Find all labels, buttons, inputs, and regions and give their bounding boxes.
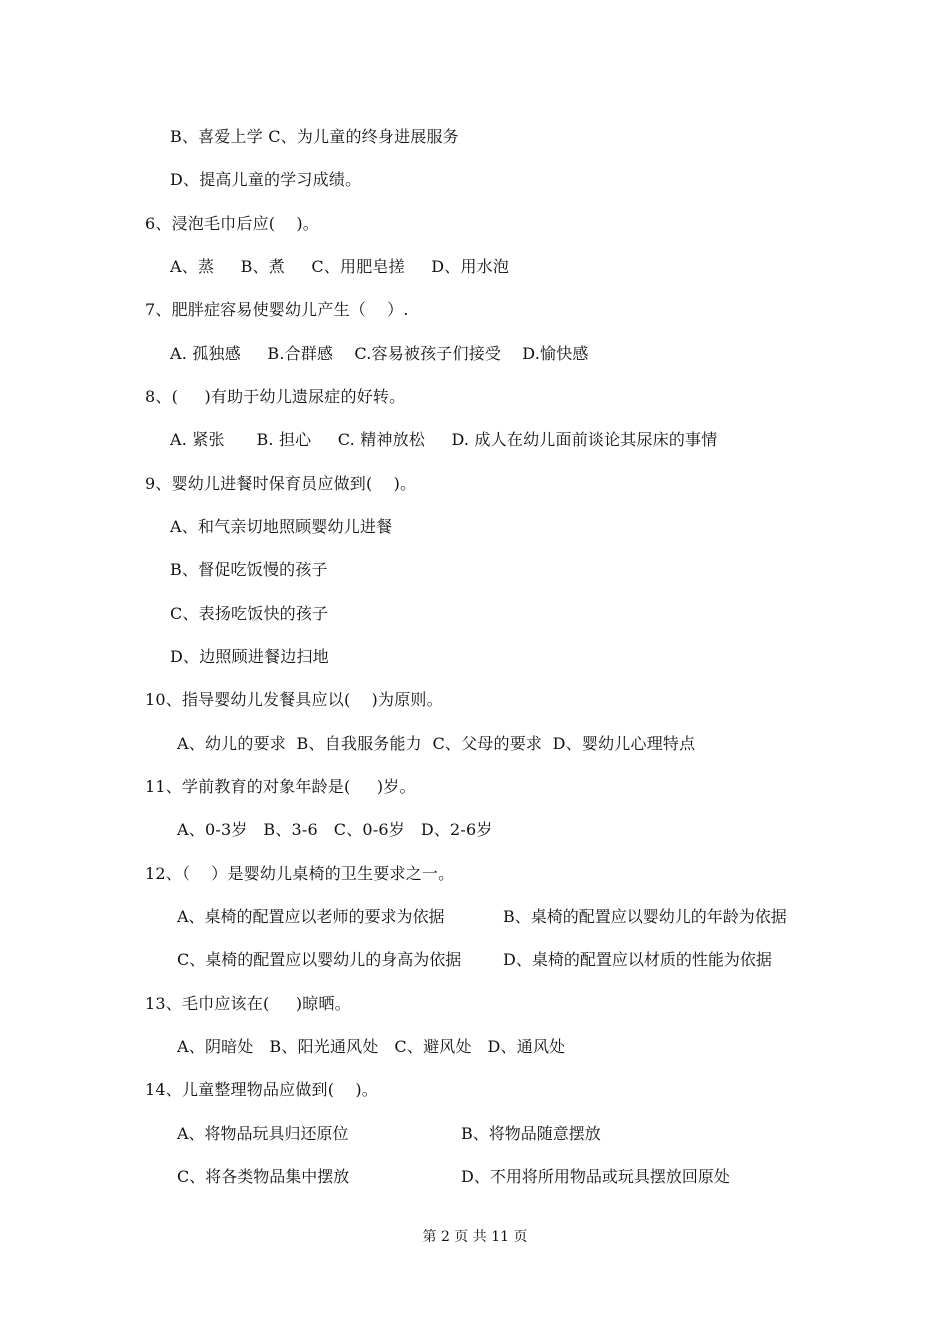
question-12-option-d: D、桌椅的配置应以材质的性能为依据 xyxy=(503,950,772,969)
question-9: 9、婴幼儿进餐时保育员应做到( )。 xyxy=(145,474,417,493)
question-11: 11、学前教育的对象年龄是( )岁。 xyxy=(145,777,416,796)
question-11-options: A、0-3岁 B、3-6 C、0-6岁 D、2-6岁 xyxy=(177,820,493,839)
question-14: 14、儿童整理物品应做到( )。 xyxy=(145,1080,378,1099)
question-13: 13、毛巾应该在( )晾晒。 xyxy=(145,994,351,1013)
question-12: 12、（ ）是婴幼儿桌椅的卫生要求之一。 xyxy=(145,864,455,883)
question-9-option-b: B、督促吃饭慢的孩子 xyxy=(170,560,328,579)
option-line: B、喜爱上学 C、为儿童的终身进展服务 xyxy=(170,127,459,146)
question-14-option-d: D、不用将所用物品或玩具摆放回原处 xyxy=(461,1167,730,1186)
question-9-option-a: A、和气亲切地照顾婴幼儿进餐 xyxy=(170,517,393,536)
question-7: 7、肥胖症容易使婴幼儿产生（ ）. xyxy=(145,300,409,319)
question-13-options: A、阴暗处 B、阳光通风处 C、避风处 D、通风处 xyxy=(177,1037,566,1056)
question-10-options: A、幼儿的要求 B、自我服务能力 C、父母的要求 D、婴幼儿心理特点 xyxy=(177,734,696,753)
option-line: D、提高儿童的学习成绩。 xyxy=(170,170,362,189)
question-7-options: A. 孤独感 B.合群感 C.容易被孩子们接受 D.愉快感 xyxy=(170,344,589,363)
question-10: 10、指导婴幼儿发餐具应以( )为原则。 xyxy=(145,690,443,709)
question-9-option-c: C、表扬吃饭快的孩子 xyxy=(170,604,329,623)
page-number-footer: 第 2 页 共 11 页 xyxy=(422,1229,528,1245)
question-14-option-c: C、将各类物品集中摆放 xyxy=(177,1167,350,1186)
question-14-option-a: A、将物品玩具归还原位 xyxy=(177,1124,349,1143)
question-9-option-d: D、边照顾进餐边扫地 xyxy=(170,647,329,666)
question-12-option-b: B、桌椅的配置应以婴幼儿的年龄为依据 xyxy=(503,907,787,926)
question-8-options: A. 紧张 B. 担心 C. 精神放松 D. 成人在幼儿面前谈论其尿床的事情 xyxy=(170,430,718,449)
question-6: 6、浸泡毛巾后应( )。 xyxy=(145,214,320,233)
question-14-option-b: B、将物品随意摆放 xyxy=(461,1124,601,1143)
question-12-option-a: A、桌椅的配置应以老师的要求为依据 xyxy=(177,907,445,926)
question-12-option-c: C、桌椅的配置应以婴幼儿的身高为依据 xyxy=(177,950,462,969)
question-6-options: A、蒸 B、煮 C、用肥皂搓 D、用水泡 xyxy=(170,257,510,276)
question-8: 8、( )有助于幼儿遗尿症的好转。 xyxy=(145,387,406,406)
